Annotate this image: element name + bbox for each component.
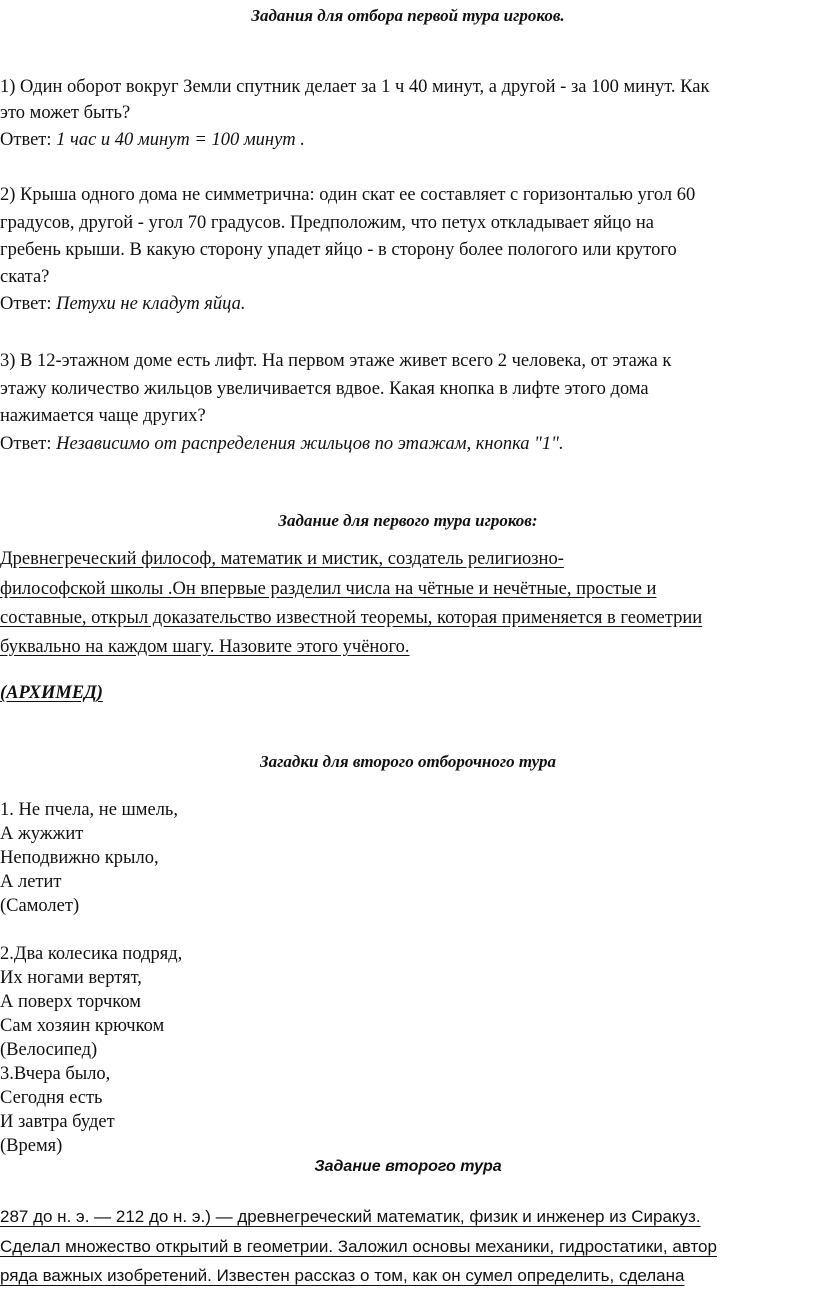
question-1-line-1: 1) Один оборот вокруг Земли спутник делает за 1 ч 40 минут, а другой - за 100 минут. Как [0, 77, 710, 97]
answer-text: Независимо от распределения жильцов по этажам, кнопка "1". [56, 434, 564, 454]
question-2-line-1: 2) Крыша одного дома не симметрична: один скат ее составляет с горизонталью угол 60 [0, 185, 696, 205]
riddle-3-answer: (Время) [0, 1136, 63, 1156]
riddle-1-line-4: А летит [0, 872, 62, 892]
task-1-line-3: составные, открыл доказательство известной теоремы, которая применяется в геометрии [0, 608, 703, 628]
riddle-2-answer: (Велосипед) [0, 1040, 98, 1060]
answer-label: Ответ: [0, 434, 57, 454]
question-3-line-2: этажу количество жильцов увеличивается вдвое. Какая кнопка в лифте этого дома [0, 379, 649, 399]
riddle-1-answer: (Самолет) [0, 896, 80, 916]
riddle-3-line-3: И завтра будет [0, 1112, 115, 1132]
task-2-line-3: ряда важных изобретений. Известен рассказ о том, как он сумел определить, сделана [0, 1266, 685, 1285]
section-title-first-selection: Задания для отбора первой тура игроков. [251, 6, 565, 25]
riddle-3-line-1: 3.Вчера было, [0, 1064, 111, 1084]
answer-label: Ответ: [0, 294, 57, 314]
riddle-2-line-2: Их ногами вертят, [0, 968, 142, 988]
section-title-first-round: Задание для первого тура игроков: [278, 511, 538, 530]
question-3-line-1: 3) В 12-этажном доме есть лифт. На первом этаже живет всего 2 человека, от этажа к [0, 351, 672, 371]
task-1-line-2: философской школы .Он впервые разделил числа на чётные и нечётные, простые и [0, 579, 657, 599]
answer-text: Петухи не кладут яйца. [56, 294, 246, 314]
question-2-line-2: градусов, другой - угол 70 градусов. Предположим, что петух откладывает яйцо на [0, 213, 654, 233]
question-2-line-4: ската? [0, 267, 50, 287]
answer-text: 1 час и 40 минут = 100 минут . [56, 130, 305, 150]
riddle-1-line-2: А жужжит [0, 824, 84, 844]
riddle-2-line-4: Сам хозяин крючком [0, 1016, 165, 1036]
task-1-line-4: буквально на каждом шагу. Назовите этого учёного. [0, 637, 410, 657]
riddle-2-line-1: 2.Два колесика подряд, [0, 944, 183, 964]
question-1-line-2: это может быть? [0, 103, 131, 123]
task-1-line-1: Древнегреческий философ, математик и мистик, создатель религиозно- [0, 549, 564, 569]
task-1-answer: (АРХИМЕД) [0, 683, 103, 703]
question-3-answer [0, 431, 564, 457]
question-1-answer [0, 127, 305, 153]
section-title-riddles: Загадки для второго отборочного тура [259, 752, 556, 771]
task-2-line-2: Сделал множество открытий в геометрии. Заложил основы механики, гидростатики, автор [0, 1237, 717, 1256]
riddle-3-line-2: Сегодня есть [0, 1088, 103, 1108]
question-2-line-3: гребень крыши. В какую сторону упадет яйцо - в сторону более пологого или крутого [0, 240, 677, 260]
riddle-1-line-1: 1. Не пчела, не шмель, [0, 800, 178, 820]
task-2-line-1: 287 до н. э. — 212 до н. э.) — древнегреческий математик, физик и инженер из Сиракуз. [0, 1207, 701, 1226]
question-2-answer [0, 291, 246, 317]
answer-label: Ответ: [0, 130, 57, 150]
riddle-1-line-3: Неподвижно крыло, [0, 848, 159, 868]
question-3-line-3: нажимается чаще других? [0, 406, 206, 426]
riddle-2-line-3: А поверх торчком [0, 992, 141, 1012]
section-title-second-round: Задание второго тура [314, 1158, 502, 1175]
